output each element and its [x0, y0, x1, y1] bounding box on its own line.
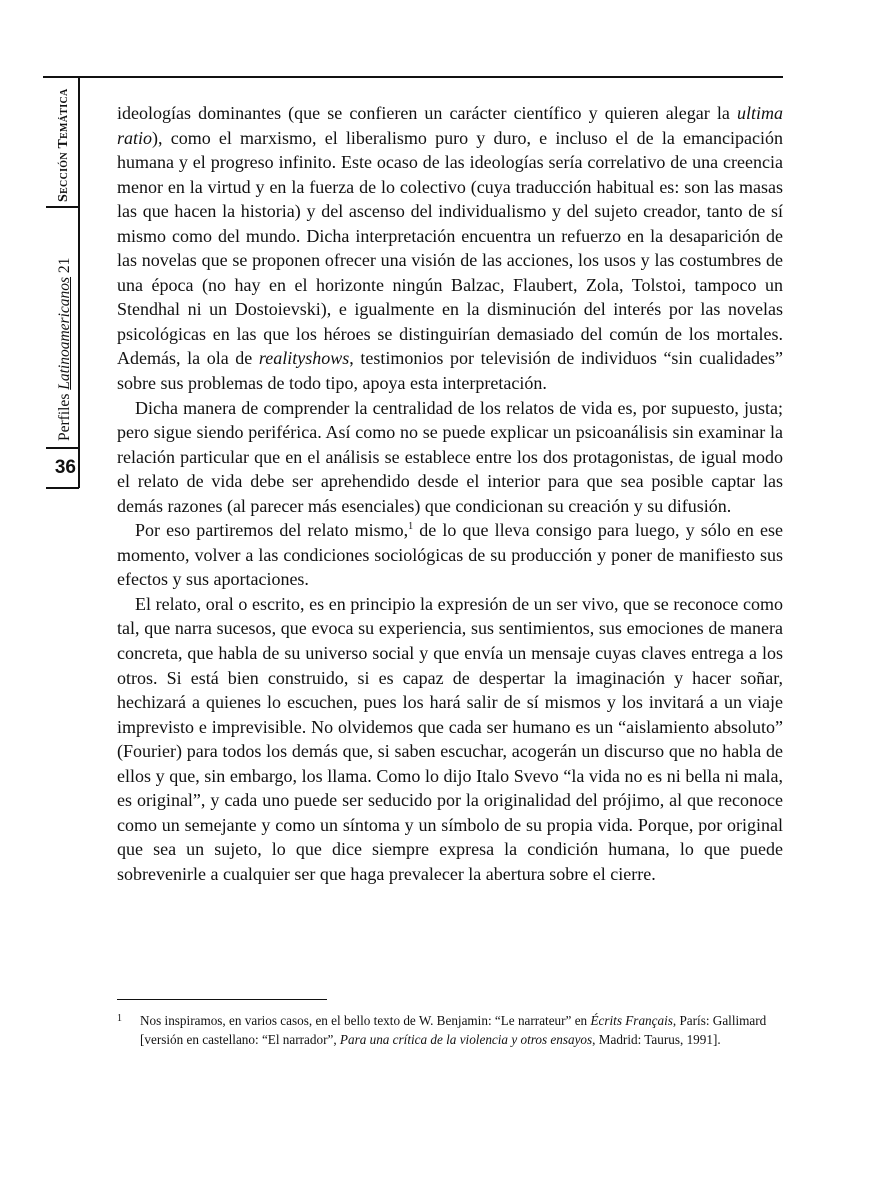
text-run: , Madrid: Taurus, 1991].: [592, 1032, 721, 1047]
paragraph: [117, 592, 783, 887]
italic-text: ultima ratio: [117, 103, 783, 148]
footnote-body: [140, 1011, 783, 1049]
text-run: , París: Gallimard [versión en castellano: “El narrador”,: [140, 1013, 767, 1047]
text-run: Nos inspiramos, en varios casos, en el bello texto de W. Benjamin: “Le narrateur” en: [140, 1013, 591, 1028]
sidebar-vertical-rule: [78, 76, 80, 488]
footnote-number: 1: [117, 1013, 122, 1024]
footnote: [117, 1011, 783, 1049]
journal-name-prefix: Perfiles: [56, 389, 73, 441]
paragraph: [117, 396, 783, 519]
sidebar-page-number-top-rule: [46, 447, 79, 449]
footnote-reference[interactable]: 1: [408, 521, 414, 533]
text-run: ideologías dominantes (que se confieren un carácter científico y quieren alegar la: [117, 103, 737, 123]
body-text: [117, 101, 783, 887]
sidebar-section-divider: [46, 206, 79, 208]
page-number: 36: [54, 457, 76, 478]
text-run: de lo que lleva consigo para luego, y sólo en ese momento, volver a las condiciones sociológicas de su producción y poner de manifiesto sus efectos y sus aportaciones.: [117, 520, 783, 590]
journal-issue-number: 21: [56, 257, 73, 277]
paragraph: [117, 518, 783, 592]
text-run: El relato, oral o escrito, es en principio la expresión de un ser vivo, que se reconoce como tal, que narra sucesos, que evoca su experiencia, sus sentimientos, sus emociones de manera concreta, que habla de su universo social y que envía un mensaje cuyas claves entrega a los otros. Si está bien construido, si es capaz de despertar la imaginación y hacer soñar, hechizará a quienes lo escuchen, pues los hará salir de sí mismos y los invitará a un viaje imprevisto e imprevisible. No olvidemos que cada ser humano es un “aislamiento absoluto” (Fourier) para todos los demás que, si saben escuchar, acogerán un discurso que no habla de ellos y que, sin embargo, los llama. Como lo dijo Italo Svevo “la vida no es ni bella ni mala, es original”, y cada uno puede ser seducido por la originalidad del prójimo, al que reconoce como un semejante y como un síntoma y un símbolo de su propia vida. Porque, por original que sea un sujeto, lo que dice siempre expresa la condición humana, lo que puede sobrevenirle a cualquier ser que haga prevalecer la abertura sobre el cierre.: [117, 593, 783, 884]
section-label: Sección Temática: [56, 88, 71, 202]
text-run: ), como el marxismo, el liberalismo puro y duro, e incluso el de la emancipación humana y el progreso infinito. Este ocaso de las ideologías sería correlativo de una creencia menor en la virtud y en la fuerza de lo colectivo (cuya traducción habitual es: son las masas las que hacen la historia) y del ascenso del individualismo y del sujeto creador, tanto de sí mismo como del mundo. Dicha interpretación encuentra un refuerzo en la desaparición de las novelas que se proponen ofrecer una visión de las acciones, los usos y las costumbres de una época (no hay en el horizonte ningún Balzac, Flaubert, Zola, Tolstoi, tampoco un Stendhal ni un Dostoievski), e igualmente en la disminución del interés por las novelas psicológicas en las que los héroes se distinguirían demasiado del común de los mortales. Además, la ola de: [117, 127, 783, 369]
journal-name-italic: Latinoamericanos: [56, 276, 73, 390]
text-run: , testimonios por televisión de individuos “sin cualidades” sobre sus problemas de todo tipo, apoya esta interpretación.: [117, 348, 784, 394]
journal-running-head: [56, 258, 74, 441]
text-run: Dicha manera de comprender la centralidad de los relatos de vida es, por supuesto, justa; pero sigue siendo periférica. Así como no se puede explicar un psicoanálisis sin examinar la relación particular que en el análisis se establece entre los dos protagonistas, de igual modo el relato de vida debe ser aprehendido desde el interior para que sea posible captar las demás razones (al parecer más esenciales) que condicionan su creación y su difusión.: [117, 397, 783, 516]
header-rule: [43, 76, 783, 78]
italic-text: Para una crítica de la violencia y otros ensayos: [339, 1032, 593, 1047]
paragraph: [117, 101, 783, 396]
sidebar-page-number-bottom-rule: [46, 487, 79, 489]
text-run: Por eso partiremos del relato mismo,: [135, 520, 409, 541]
italic-text: Écrits Français: [590, 1013, 673, 1028]
italic-text: realityshows: [258, 348, 350, 369]
footnote-separator: [117, 999, 327, 1000]
